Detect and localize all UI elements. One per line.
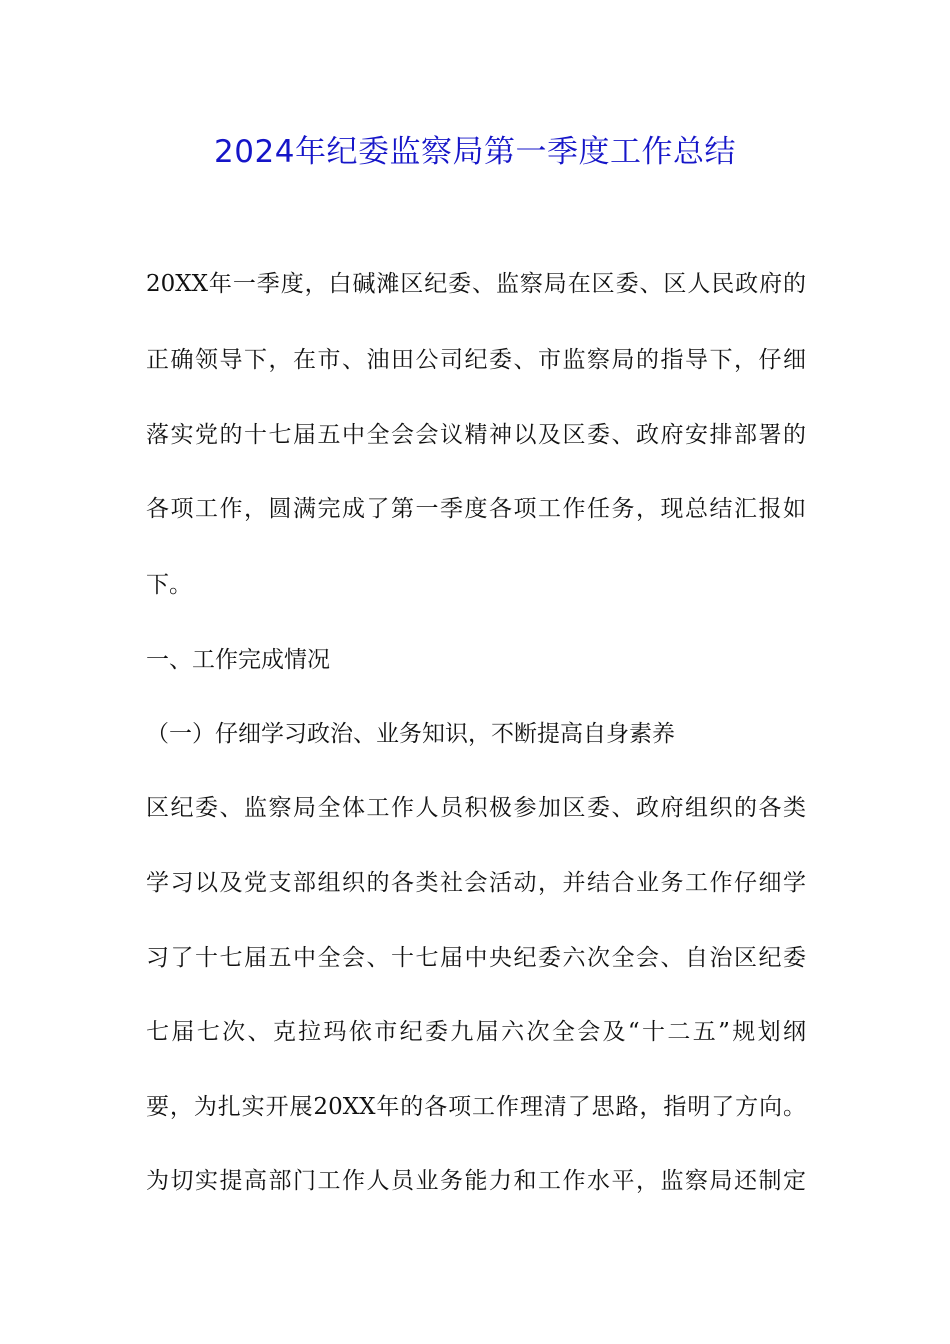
paragraph-line: 习了十七届五中全会、十七届中央纪委六次全会、自治区纪委 [146,945,806,971]
paragraph-line: 区纪委、监察局全体工作人员积极参加区委、政府组织的各类 [146,795,806,821]
paragraph-line: 要，为扎实开展20XX年的各项工作理清了思路，指明了方向。 [146,1094,806,1120]
paragraph-line: 为切实提高部门工作人员业务能力和工作水平，监察局还制定 [146,1168,806,1194]
paragraph-line: 各项工作，圆满完成了第一季度各项工作任务，现总结汇报如 [146,496,806,522]
paragraph-line: 正确领导下，在市、油田公司纪委、市监察局的指导下，仔细 [146,347,806,373]
paragraph-line: 落实党的十七届五中全会会议精神以及区委、政府安排部署的 [146,422,806,448]
paragraph-line: 学习以及党支部组织的各类社会活动，并结合业务工作仔细学 [146,870,806,896]
subsection-heading: （一）仔细学习政治、业务知识，不断提高自身素养 [146,721,675,747]
document-title: 2024年纪委监察局第一季度工作总结 [214,134,736,170]
paragraph-line: 七届七次、克拉玛依市纪委九届六次全会及“十二五”规划纲 [146,1019,806,1045]
paragraph-line: 20XX年一季度，白碱滩区纪委、监察局在区委、区人民政府的 [146,271,806,297]
section-heading: 一、工作完成情况 [146,647,330,673]
paragraph-line: 下。 [146,572,192,598]
